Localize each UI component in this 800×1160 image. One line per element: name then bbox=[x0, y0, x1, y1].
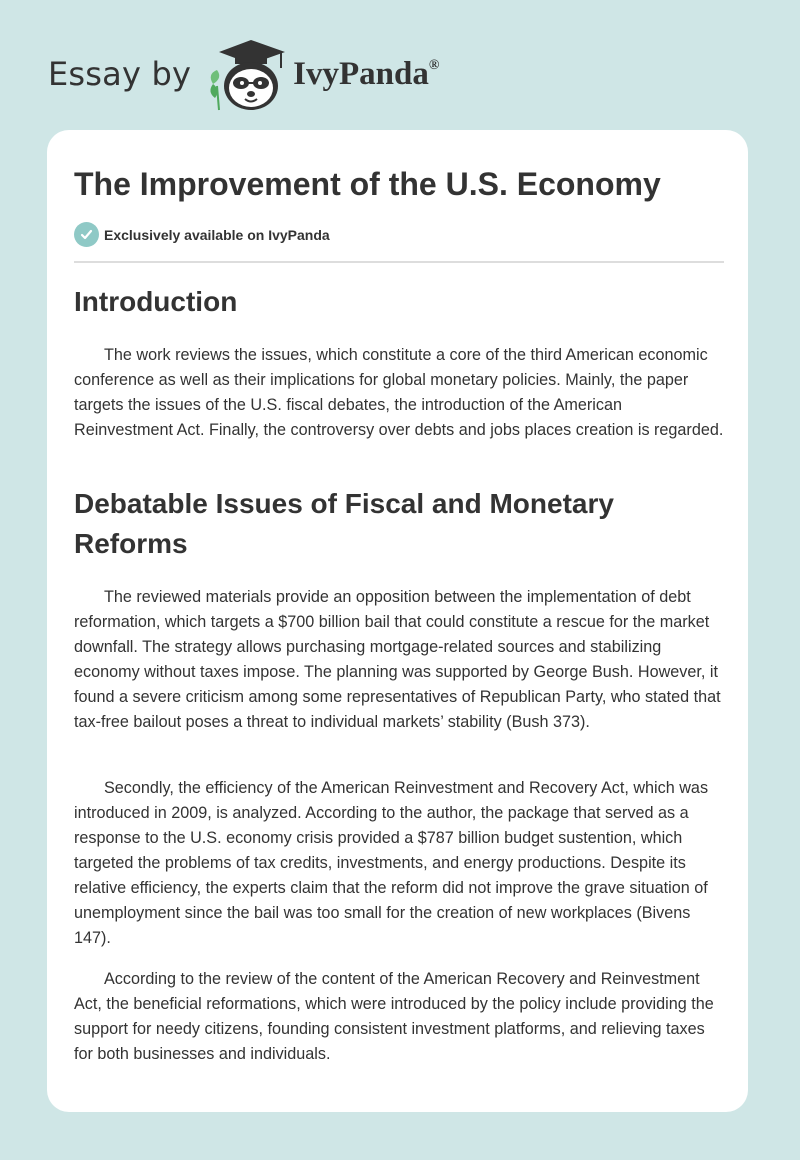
paragraph: The work reviews the issues, which constitute a core of the third American economic conference as well as their implications for global monetary policies. Mainly, the paper targets the issues of the U.S. fiscal debates, the introduction of the American Reinvestment Act. Finally, the controversy over debts and jobs places creation is regarded. bbox=[74, 346, 724, 439]
paragraph: The reviewed materials provide an opposition between the implementation of debt reformation, which targets a $700 billion bail that could constitute a rescue for the market downfall. The strategy allows purchasing mortgage-related sources and stabilizing economy without taxes impose. The planning was supported by George Bush. However, it found a severe criticism among some representatives of Republican Party, who stated that tax-free bailout poses a threat to individual markets’ stability (Bush 373). bbox=[74, 588, 721, 731]
page-title: The Improvement of the U.S. Economy bbox=[74, 166, 661, 202]
check-icon bbox=[74, 222, 99, 247]
registered-mark: ® bbox=[428, 57, 440, 73]
essay-card bbox=[47, 130, 748, 1112]
brand-name-text: IvyPanda bbox=[293, 55, 429, 92]
brand-logo-link[interactable] bbox=[48, 34, 439, 114]
exclusive-label: Exclusively available on IvyPanda bbox=[104, 226, 330, 243]
brand-name bbox=[293, 56, 439, 93]
paragraph: According to the review of the content of the American Recovery and Reinvestment Act, the beneficial reformations, which were introduced by the policy include providing the support for needy citizens, founding consistent investment platforms, and relieving taxes for both businesses and individuals. bbox=[74, 970, 714, 1063]
brand-prefix: Essay by bbox=[48, 55, 192, 93]
exclusive-badge bbox=[74, 222, 330, 247]
divider bbox=[74, 261, 724, 263]
panda-graduate-logo-icon bbox=[205, 36, 289, 112]
section-heading-introduction: Introduction bbox=[74, 286, 238, 317]
section-heading-fiscal-monetary: Debatable Issues of Fiscal and Monetary Reforms bbox=[74, 488, 614, 559]
paragraph: Secondly, the efficiency of the American Reinvestment and Recovery Act, which was introduced in 2009, is analyzed. According to the author, the package that served as a response to the U.S. economy crisis provided a $787 billion budget sustention, which targeted the problems of tax credits, investments, and energy productions. Despite its relative efficiency, the experts claim that the reform did not improve the grave situation of unemployment since the bail was too small for the creation of new workplaces (Bivens 147). bbox=[74, 779, 709, 947]
